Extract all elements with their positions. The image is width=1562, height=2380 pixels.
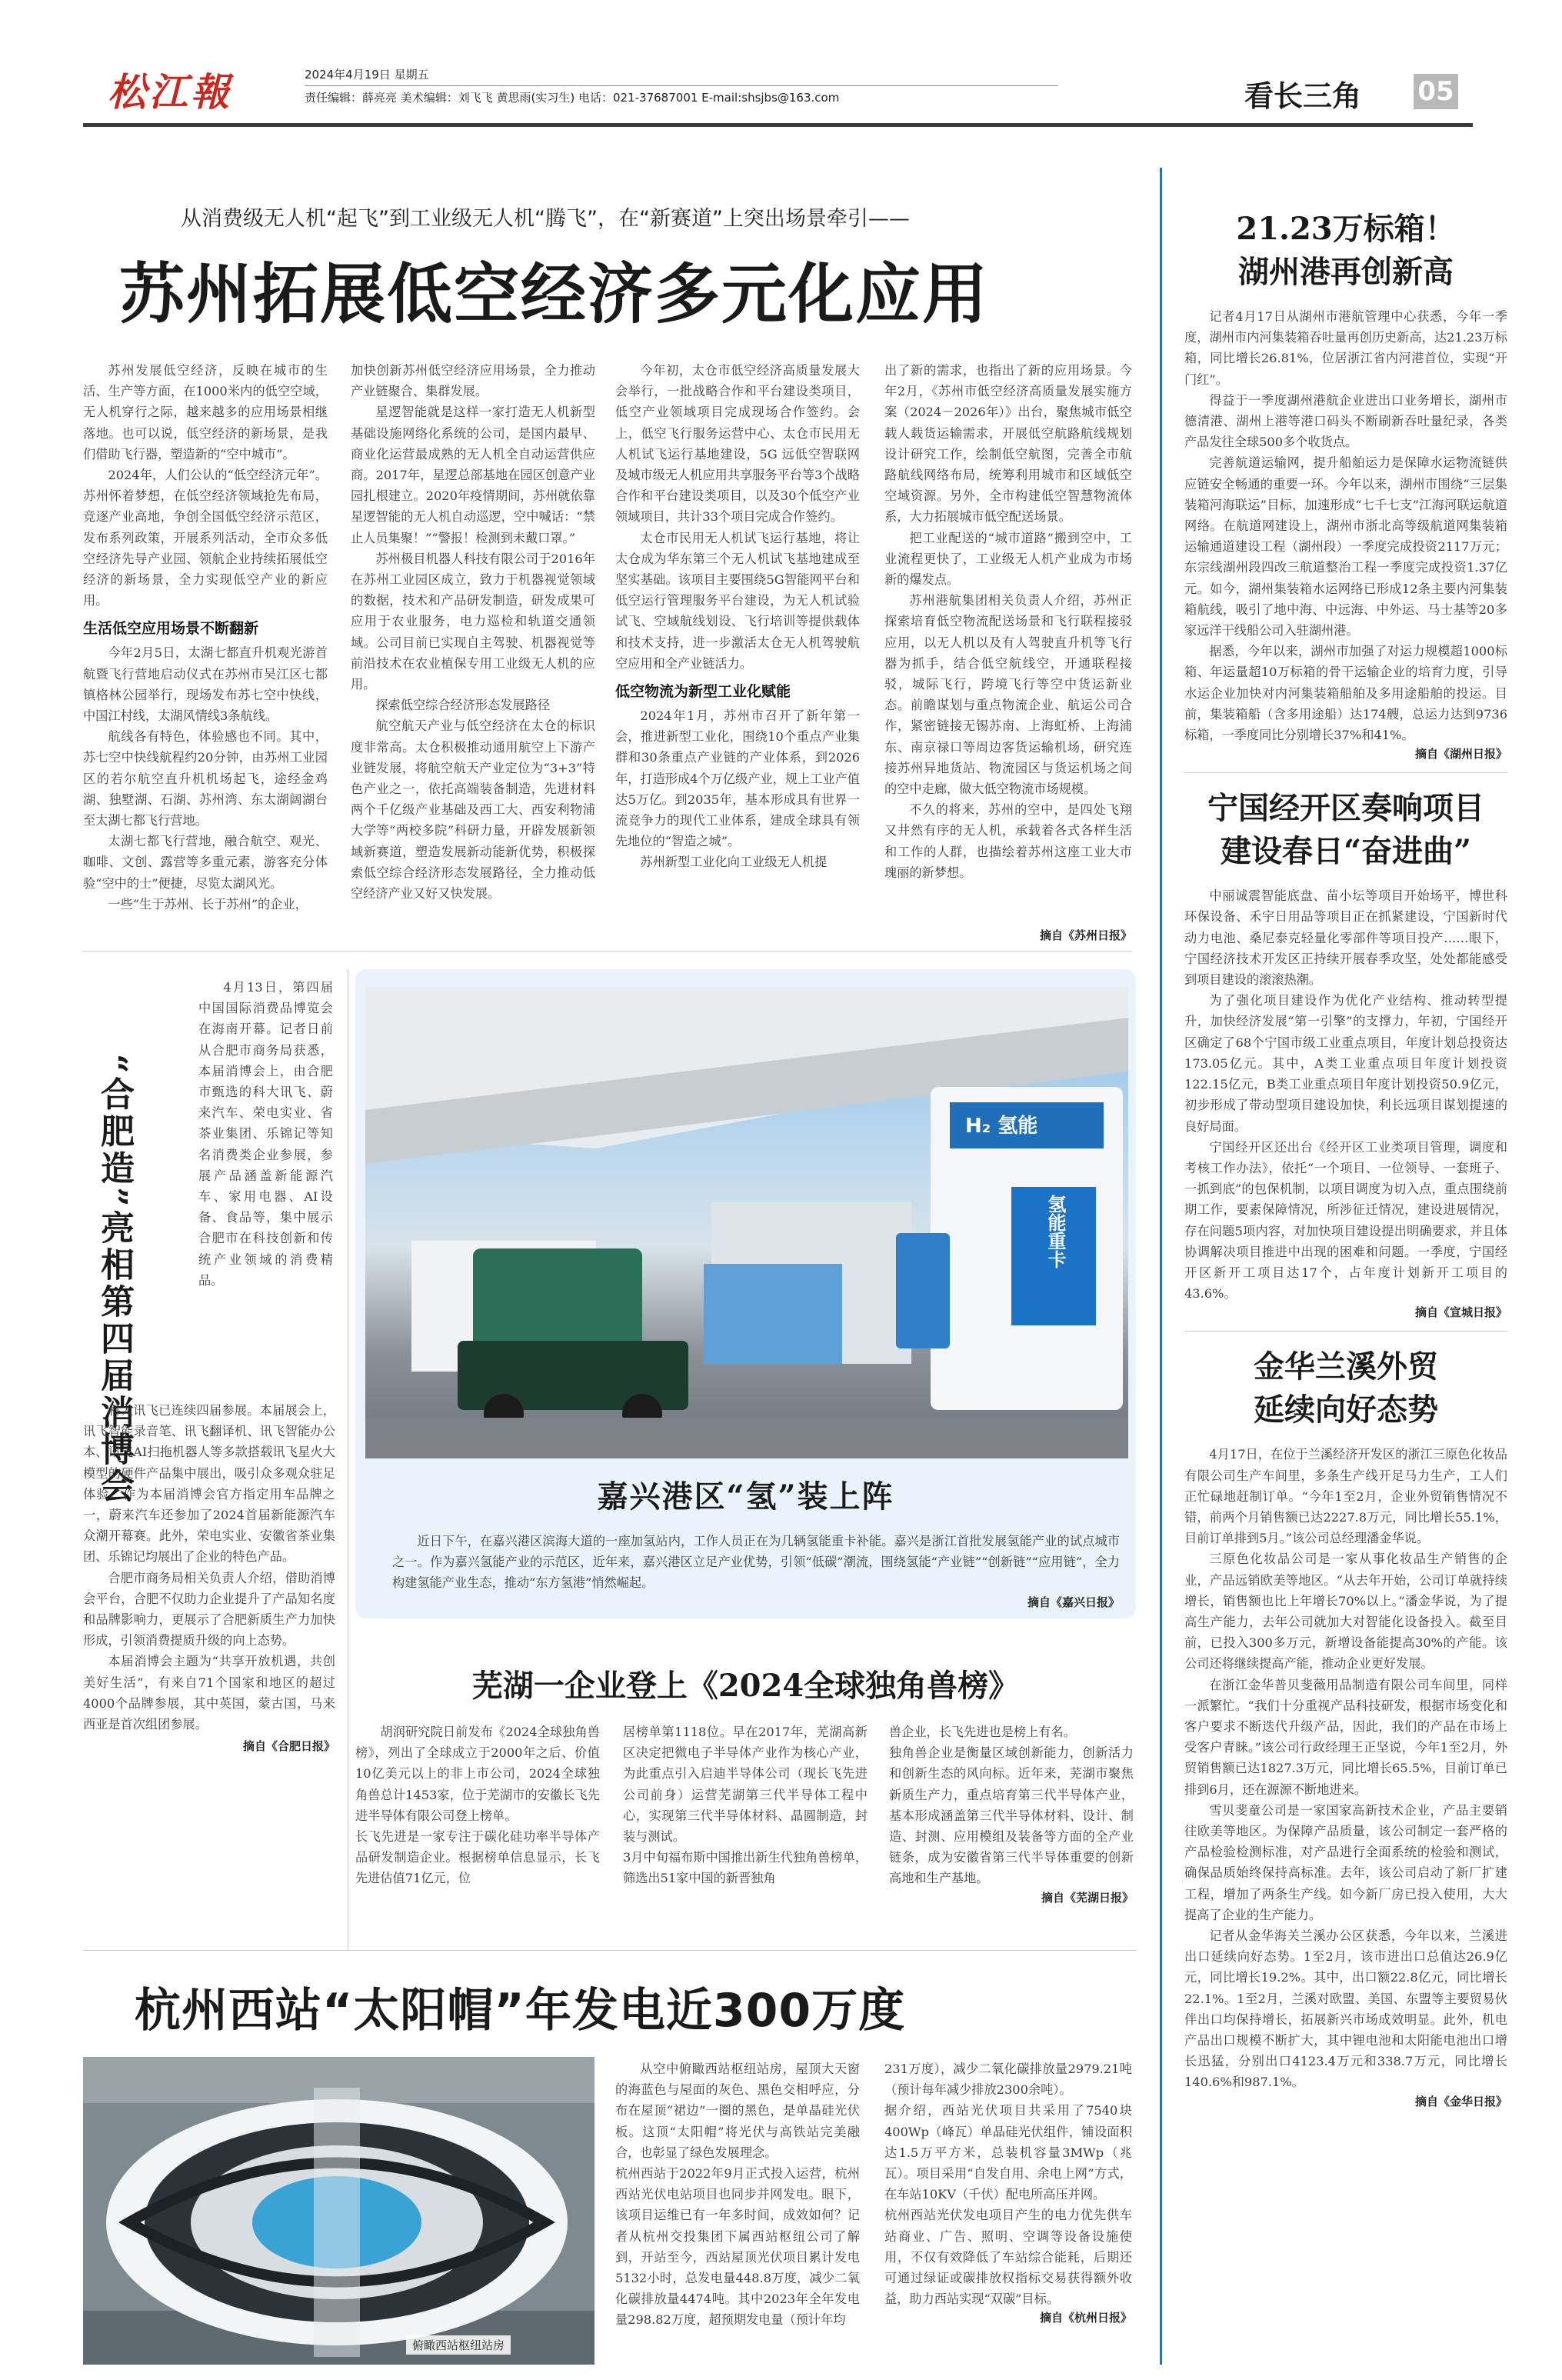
aerial-illustration <box>83 2057 594 2365</box>
paragraph: 在浙江金华普贝斐薇用品制造有限公司车间里，同样一派繁忙。“我们十分重视产品科技研发，根据市场变化和客户要求不断迭代升级产品，因此，我们的产品在市场上受客户青睐。”该公司行政经理王正坚说，今年1至2月，外贸销售额已达1827.3万元，同比增长65.5%，目前订单已排到6月，还在源源不断地进来。 <box>1184 1677 1507 1797</box>
right-column-divider <box>1160 168 1162 2365</box>
paragraph: 宁国经开区还出台《经开区工业类项目管理，调度和考核工作办法》，依托“一个项目、一位领导、一套班子、一抓到底”的包保机制，以项目调度为切入点，重点围绕前期工作，要素保障情况，所涉征迁情况，建设进展情况，存在问题5项内容，对加快项目建设提出明确要求，并且体协调解决项目推进中出现的困难和问题。一季度，宁国经开区新开工项目达17个，占年度计划新开工项目的43.6%。 <box>1184 1139 1507 1302</box>
wuhu-col-3 <box>889 1722 1134 1905</box>
paragraph: 加快创新苏州低空经济应用场景，全力推动产业链聚合、集群发展。 <box>351 363 595 399</box>
newspaper-logo: 松江報 <box>108 69 232 115</box>
paragraph: 今年初，太仓市低空经济高质量发展大会举行，一批战略合作和平台建设类项目，低空产业领域项目完成现场合作签约。会上，低空飞行服务运营中心、太仓市民用无人机试飞运行基地建设，5G 远低空智联网及城市级无人机应用共享服务平台等3个战略合作和平台建设类项目，以及30个低空产业领域项目，共计33个项目完成合作签约。 <box>615 363 860 525</box>
suzhou-col-4 <box>884 360 1132 883</box>
paragraph: 得益于一季度湖州港航企业进出口业务增长，湖州市德清港、湖州上港等港口码头不断刷新吞吐量纪录，各类产品发往全球500多个收货点。 <box>1184 392 1507 450</box>
suzhou-col-1 <box>83 360 328 915</box>
photo-caption: 俯瞰西站枢纽站房 <box>406 2335 511 2355</box>
wuhu-title: 芜湖一企业登上《2024全球独角兽榜》 <box>471 1668 1020 1704</box>
photo-illustration <box>365 987 1128 1458</box>
hefei-lower <box>83 1400 335 1754</box>
section-name: 看长三角 <box>1244 78 1362 113</box>
paragraph: 居榜单第1118位。早在2017年，芜湖高新区决定把微电子半导体产业作为核心产业，为此重点引入启迪半导体公司（现长飞先进公司前身）运营芜湖第三代半导体工程中心，实现第三代半导体材料、晶圆制造，封装与测试。 3月中旬福布斯中国推出新生代独角兽榜单，筛选出51家中国的新晋独角 <box>623 1725 868 1886</box>
paragraph: 2024年1月，苏州市召开了新年第一会，推进新型工业化，围绕10个重点产业集群和30条重点产业链的产业体系，到2026年，打造形成4个万亿级产业，规上工业产值达5万亿。到2035年，基本形成具有世界一流竞争力的现代工业体系，建成全球具有领先地位的“智造之城”。 <box>615 708 860 849</box>
right-column <box>1184 171 1507 2371</box>
paragraph: 记者4月17日从湖州市港航管理中心获悉，今年一季度，湖州市内河集装箱吞吐量再创历史新高，达21.23万标箱，同比增长26.81%，位居浙江省内河港首位，实现“开门红”。 <box>1184 309 1507 387</box>
hydrogen-station-photo <box>365 987 1128 1458</box>
masthead-rule <box>83 123 1473 127</box>
issue-date: 2024年4月19日 星期五 <box>305 68 429 82</box>
paragraph: 星逻智能就是这样一家打造无人机新型基础设施网络化系统的公司，是国内最早、商业化运营最成熟的无人机全自动运营供应商。2017年，星逻总部基地在园区创意产业园扎根建立。2020年疫情期间，苏州就依靠星逻智能的无人机自动巡逻，空中喊话：“禁止人员集聚！”“警报！检测到未戴口罩。” <box>351 405 595 545</box>
paragraph: 据悉，今年以来，湖州市加强了对运力规模超1000标箱、年运量超10万标箱的骨干运输企业的培育力度，引导水运企业加快对内河集装箱船舶及多用途船舶的投运。目前，集装箱船（含多用途船）达174艘，总运力达到9736标箱，一季度同比分别增长37%和41%。 <box>1184 644 1507 743</box>
paragraph: 本届消博会主题为“共享开放机遇，共创美好生活”，有来自71个国家和地区的超过4000个品牌参展，其中英国，蒙古国，马来西亚是首次组团参展。 <box>83 1654 335 1732</box>
paragraph: 兽企业，长飞先进也是榜上有名。 独角兽企业是衡量区域创新能力，创新活力和创新生态的风向标。近年来，芜湖市聚焦新质生产力，重点培育第三代半导体产业，基本形成涵盖第三代半导体材料、设计、制造、封测、应用模组及装备等方面的全产业链条，成为安徽省第三代半导体重要的创新高地和生产基地。 <box>889 1725 1134 1886</box>
suzhou-col-3 <box>615 360 860 873</box>
paragraph: 完善航道运输网，提升船舶运力是保障水运物流链供应链安全畅通的重要一环。今年以来，湖州市围绕“三层集装箱河海联运”目标，加速形成“七千七支”江海河联运航道网络。在航道网建设上，湖州市浙北高等级航道网集装箱运输通道建设工程（湖州段）一季度完成投资2117万元；东宗线湖州段四改三航道整治工程一季度完成投资1.37亿元。如今，湖州集装箱水运网络已形成12条主要内河集装箱航线，吸引了地中海、中远海、中外运、马士基等20多家远洋干线船公司入驻湖州港。 <box>1184 455 1507 638</box>
paragraph: 科大讯飞已连续四届参展。本届展会上，讯飞智能录音笔、讯飞翻译机、讯飞智能办公本、讯飞AI扫拖机器人等多款搭载讯飞星火大模型的硬件产品集中展出，吸引众多观众驻足体验。作为本届消博会官方指定用车品牌之一，蔚来汽车还参加了2024首届新能源汽车众潮开幕赛。此外，荣电实业、安徽省茶业集团、乐锦记均展出了企业的特色产品。 <box>83 1403 335 1565</box>
huzhou-title-line-1: 21.23万标箱！ <box>1236 211 1456 247</box>
paragraph: 苏州极目机器人科技有限公司于2016年在苏州工业园区成立，致力于机器视觉领域的数据，技术和产品研发制造，研发成果可应用于农业服务，电力巡检和轨道交通领域。公司目前已实现自主驾驶、机器视觉等前沿技术在农业植保专用工业级无人机的应用。 <box>351 551 595 692</box>
paragraph: 胡润研究院日前发布《2024全球独角兽榜》，列出了全球成立于2000年之后、价值10亿美元以上的非上市公司，2024全球独角兽总计1453家，位于芜湖市的安徽长飞先进半导体有限公司登上榜单。 长飞先进是一家专注于碳化硅功率半导体产品研发制造企业。根据榜单信息显示，长飞先进估值71亿元，位 <box>355 1725 600 1886</box>
ningguo-title-line-2: 建设春日“奋进曲” <box>1220 833 1471 870</box>
paragraph: 探索低空综合经济形态发展路径 <box>375 698 551 713</box>
huzhou-title-line-2: 湖州港再创新高 <box>1238 254 1454 290</box>
hangzhou-title: 杭州西站“太阳帽”年发电近300万度 <box>135 1984 906 2038</box>
page-number: 05 <box>1414 74 1458 109</box>
suzhou-col-2 <box>351 360 595 904</box>
photo-sign-h2: H₂ 氢能 <box>965 1115 1038 1138</box>
paragraph: 苏州港航集团相关负责人介绍，苏州正探索培育低空物流配送场景和飞行联程接驳应用，以无人机以及有人驾驶直升机等飞行器为抓手，结合低空航线空，开通联程接驳，城际飞行，跨境飞行等空中货运新业态。前瞻谋划与重点物流企业、航运公司合作，紧密链接无锡苏南、上海虹桥、上海浦东、南京禄口等周边客货运输机场，研究连接苏州异地货站、物流园区与货运机场之间的空中走廊，做大低空物流市场规模。 <box>884 593 1132 797</box>
suzhou-kicker: 从消费级无人机“起飞”到工业级无人机“腾飞”，在“新赛道”上突出场景牵引—— <box>181 207 910 231</box>
hangzhou-col-2 <box>884 2058 1132 2325</box>
paragraph: 雪贝斐童公司是一家国家高新技术企业，产品主要销往欧美等地区。为保障产品质量，该公司制定一套严格的产品检验检测标准，对产品进行全面系统的检验和测试，确保品质始终保持高标准。去年，该公司启动了新厂扩建工程，增加了两条生产线。如今新厂房已投入使用，大大提高了企业的生产能力。 <box>1184 1802 1507 1922</box>
paragraph: 2024年，人们公认的“低空经济元年”。苏州怀着梦想，在低空经济领域抢先布局，竞逐产业高地，争创全国低空经济示范区，发布系列政策，开展系列活动，全市众多低空经济先导产业园、领航企业持续拓展低空经济的新场景，全力实现低空产业的新应用。 <box>83 468 328 608</box>
divider <box>1184 1331 1507 1332</box>
paragraph: 苏州新型工业化向工业级无人机提 <box>640 855 828 870</box>
jiaxing-caption-wrap <box>392 1531 1120 1610</box>
jinhua-title-line-2: 延续向好态势 <box>1254 1392 1438 1428</box>
photo-sign-truck: 氢能重卡 <box>1044 1195 1066 1268</box>
paragraph: 太湖七都飞行营地，融合航空、观光、咖啡、文创、露营等多重元素，游客充分体验“空中的士”便捷，尽览太湖风光。 <box>83 834 328 891</box>
photo-caption: 近日下午，在嘉兴港区滨海大道的一座加氢站内，工作人员正在为几辆氢能重卡补能。嘉兴是浙江首批发展氢能产业的试点城市之一。作为嘉兴氢能产业的示范区，近年来，嘉兴港区立足产业优势，引领“低碳”潮流，围绕氢能“产业链”“创新链”“应用链”，全力构建氢能产业生态，推动“东方氢港”悄然崛起。 <box>392 1534 1120 1591</box>
jinhua-credit: 摘自《金华日报》 <box>1414 2094 1507 2108</box>
divider <box>83 951 1132 952</box>
divider <box>83 1950 1137 1951</box>
masthead <box>0 0 1562 132</box>
west-station-aerial-photo <box>83 2057 594 2365</box>
paragraph: 三原色化妆品公司是一家从事化妆品生产销售的企业，产品远销欧美等地区。“从去年开始，公司订单就持续增长，销售额也比上年增长70%以上。”潘金华说，为了提高生产能力，去年公司就加大对智能化设备投入。截至目前，已投入300多万元，新增设备能提高30%的产能。该公司还将继续提高产能，推动企业更好发展。 <box>1184 1552 1507 1672</box>
paragraph: 为了强化项目建设作为优化产业结构、推动转型提升，加快经济发展“第一引擎”的支撑力，年初，宁国经开区确定了68个宁国市级工业重点项目，年度计划总投资达173.05亿元。其中，A类工业重点项目年度计划投资122.15亿元，B类工业重点项目年度计划投资50.9亿元，初步形成了带动型项目建设加快，利长远项目谋划提速的良好局面。 <box>1184 993 1507 1134</box>
hefei-credit: 摘自《合肥日报》 <box>242 1739 335 1754</box>
editors-line: 责任编辑：薛亮亮 美术编辑：刘飞飞 黄思雨(实习生) 电话：021-37687001 E-mail:shsjbs@163.com <box>305 91 840 105</box>
paragraph: 合肥市商务局相关负责人介绍，借助消博会平台，合肥不仅助力企业提升了产品知名度和品牌影响力，更展示了合肥新质生产力加快形成，引领消费提质升级的向上态势。 <box>83 1570 335 1648</box>
paragraph: 4月17日，在位于兰溪经济开发区的浙江三原色化妆品有限公司生产车间里，多条生产线开足马力生产，工人们正忙碌地赶制订单。“今年1至2月，企业外贸销售情况不错，前两个月销售额已达2227.8万元，同比增长55.1%，目前订单排到5月。”该公司总经理潘金华说。 <box>1184 1447 1507 1546</box>
hefei-title: “合肥造”亮相第四届消博会 <box>95 1054 134 1505</box>
wuhu-col-2 <box>623 1722 868 1889</box>
paragraph: 太仓市民用无人机试飞运行基地，将让太仓成为华东第三个无人机试飞基地建成至坚实基础。该项目主要围绕5G智能网平台和低空运行管理服务平台建设，为无人机试验试飞、空域航线划设、飞行培训等提供载体和技术支持，进一步激活太仓无人机驾驶航空应用和全产业链活力。 <box>615 530 860 671</box>
ningguo-title-line-1: 宁国经开区奏响项目 <box>1207 790 1484 827</box>
paragraph: 不久的将来，苏州的空中，是四处飞翔又井然有序的无人机，承载着各式各样生活和工作的人群，也描绘着苏州这座工业大市瑰丽的新梦想。 <box>884 802 1132 880</box>
section-subheading: 低空物流为新型工业化赋能 <box>615 683 791 701</box>
divider <box>1184 772 1507 773</box>
paragraph: 从空中俯瞰西站枢纽站房，屋顶大天窗的海蓝色与屋面的灰色、黑色交相呼应，分布在屋顶“裙边”一圈的黑色，是单晶硅光伏板。这顶“太阳帽”将光伏与高铁站完美融合，也彰显了绿色发展理念。 杭州西站于2022年9月正式投入运营，杭州西站光伏电站项目也同步并网发电。眼下，该项目运维已有一年多时间，成效如何？记者从杭州交投集团下属西站枢纽公司了解到，开站至今，西站屋顶光伏项目累计发电5132小时，总发电量448.8万度，减少二氧化碳排放量4474吨。其中2023年全年发电量298.82万度，超预期发电量（预计年均 <box>615 2062 860 2328</box>
suzhou-credit: 摘自《苏州日报》 <box>1039 928 1132 942</box>
paragraph: 航空航天产业与低空经济在太仓的标识度非常高。太仓积极推动通用航空上下游产业链发展，将航空航天产业定位为“3+3”特色产业之一，依托高端装备制造，先进材料两个千亿级产业基础及西工大、西安利物浦大学等“两校多院”科研力量，开辟发展新领域新赛道，塑造发展新动能新优势，积极探索低空综合经济形态发展路径，全力推动低空经济产业又好又快发展。 <box>351 718 595 902</box>
wuhu-col-1 <box>355 1722 600 1889</box>
paragraph: 一些“生于苏州、长于苏州”的企业， <box>108 896 308 912</box>
section-subheading: 生活低空应用场景不断翻新 <box>83 620 259 638</box>
suzhou-title: 苏州拓展低空经济多元化应用 <box>119 257 990 333</box>
masthead-thin-rule <box>305 85 1058 86</box>
ningguo-credit: 摘自《宣城日报》 <box>1414 1305 1507 1320</box>
jinhua-title-line-1: 金华兰溪外贸 <box>1254 1348 1438 1385</box>
paragraph: 231万度），减少二氧化碳排放量2979.21吨（预计每年减少排放2300余吨）。 据介绍，西站光伏项目共采用了7540块400Wp（峰瓦）单晶硅光伏组件，铺设面积达1.5万平方米，总装机容量3MWp（兆瓦）。项目采用“自发自用、余电上网”方式，在车站10KV（千伏）配电所高压并网。 杭州西站光伏发电项目产生的电力优先供车站商业、广告、照明、空调等设备设施使用，不仅有效降低了车站综合能耗，后期还可通过绿证或碳排放权指标交易获得额外收益，助力西站实现“双碳”目标。 <box>884 2062 1132 2307</box>
wuhu-credit: 摘自《芜湖日报》 <box>1041 1890 1134 1905</box>
paragraph: 记者从金华海关兰溪办公区获悉，今年以来，兰溪进出口延续向好态势。1至2月，该市进出口总值达26.9亿元，同比增长19.2%。其中，出口额22.8亿元，同比增长22.1%。1至2月，兰溪对欧盟、美国、东盟等主要贸易伙伴出口均保持增长，拓展新兴市场成效明显。此外，机电产品出口规模不断扩大，其中锂电池和太阳能电池出口增长迅猛，分别出口4123.4万元和338.7万元，同比增长140.6%和987.1%。 <box>1184 1928 1507 2090</box>
paragraph: 航线各有特色，体验感也不同。其中，苏七空中快线航程约20分钟，由苏州工业园区的若尔航空直升机机场起飞，途经金鸡湖、独墅湖、石湖、苏州湾、东太湖阔湖台至太湖七都飞行营地。 <box>83 729 328 828</box>
jiaxing-title: 嘉兴港区“氢”装上阵 <box>597 1478 894 1515</box>
paragraph: 4月13日，第四届中国国际消费品博览会在海南开幕。记者日前从合肥市商务局获悉，本届消博会上，由合肥市甄选的科大讯飞、蔚来汽车、荣电实业、省茶业集团、乐锦记等知名消费类企业参展，参展产品涵盖新能源汽车、家用电器、AI设备、食品等，集中展示合肥市在科技创新和传统产业领域的消费精品。 <box>198 980 333 1288</box>
hangzhou-col-1 <box>615 2058 860 2331</box>
paragraph: 苏州发展低空经济，反映在城市的生活、生产等方面，在1000米内的低空空域，无人机穿行之际，越来越多的应用场景相继落地。也可以说，低空经济的新场景，是我们借助飞行器，塑造新的“空中城市”。 <box>83 363 328 462</box>
huzhou-credit: 摘自《湖州日报》 <box>1414 747 1507 762</box>
hangzhou-credit: 摘自《杭州日报》 <box>1039 2311 1132 2325</box>
paragraph: 出了新的需求，也指出了新的应用场景。今年2月，《苏州市低空经济高质量发展实施方案（2024－2026年）》出台，聚焦城市低空载人载货运输需求，开展低空航路航线规划设计研究工作，绘制低空航图，完善全市航路航线网络布局，统筹利用城市和区域低空空域资源。另外，全市构建低空智慧物流体系，大力拓展城市低空配送场景。 <box>884 363 1132 525</box>
jiaxing-credit: 摘自《嘉兴日报》 <box>1027 1595 1120 1609</box>
hefei-text-right <box>198 977 333 1291</box>
paragraph: 把工业配送的“城市道路”搬到空中，工业流程更快了，工业级无人机产业成为市场新的爆发点。 <box>884 530 1132 588</box>
paragraph: 今年2月5日，太湖七都直升机观光游首航暨飞行营地启动仪式在苏州市吴江区七都镇格林公园举行，现场发布苏七空中快线，中国江村线，太湖风情线3条航线。 <box>83 645 328 724</box>
paragraph: 中丽诚震智能底盘、苗小坛等项目开始场平，博世科环保设备、禾宇日用品等项目正在抓紧建设，宁国新时代动力电池、桑尼泰克轻量化零部件等项目投产……眼下，宁国经济技术开发区正持续开展春季攻坚，处处都能感受到项目建设的滚滚热潮。 <box>1184 888 1507 988</box>
